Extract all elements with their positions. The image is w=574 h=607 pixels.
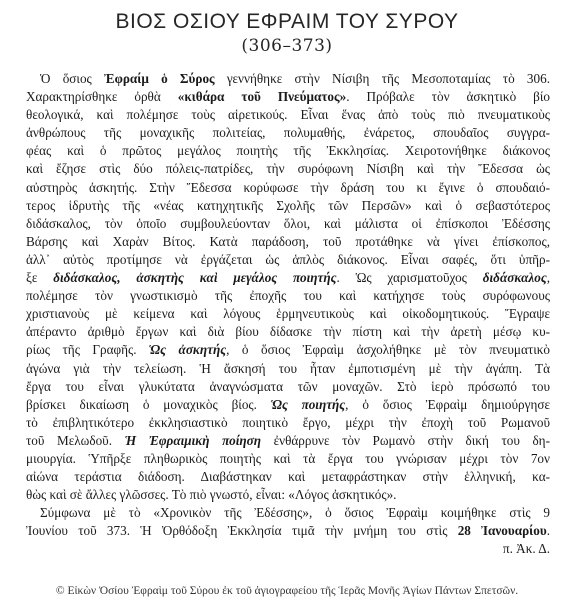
- text-run: π. Ἀκ. Δ.: [502, 541, 550, 557]
- text-line: [26, 287, 550, 305]
- text-run: , ὁ ὅσιος Ἐφραὶμ ἀσχολήθηκε μὲ τὸν πνευματικὸ: [226, 342, 550, 358]
- text-run: πολέμησε τὸν γνωστικισμὸ τῆς ἐποχῆς του καὶ κατήχησε τοὺς συρόφωνους: [26, 288, 550, 304]
- text-run: μιουργία. Ὑπῆρξε πληθωρικὸς ποιητὴς καὶ τὰ ἔργα του γνώρισαν μέχρι τὸν 7ον: [26, 450, 550, 466]
- emphasis-bold-italic: Ὡς ἀσκητής: [149, 342, 227, 358]
- text-line: [26, 486, 550, 504]
- text-run: , ὁ ὅσιος Ἐφραὶμ δημιούργησε: [345, 396, 550, 412]
- text-run: Ἰουνίου τοῦ 373. Ἡ Ὀρθόδοξη Ἐκκλησία τιμᾶ τὴν μνήμη του στὶς: [26, 523, 458, 539]
- text-line: [26, 88, 550, 106]
- text-run: ἔργα του εἶναι γλυκύτατα ἀναγνώσματα τῶν μοναχῶν. Στὸ ἱερὸ πρόσωπό του: [26, 378, 550, 394]
- text-line: [26, 341, 550, 359]
- text-run: ἀπέραντο ἀριθμὸ ἔργων καὶ διὰ βίου δίδασκε τὴν πίστη καὶ τὴν ἀρετὴ μέσῳ κυ-: [26, 324, 550, 340]
- text-line: [26, 504, 550, 522]
- text-line: [26, 468, 550, 486]
- text-line: [26, 142, 550, 160]
- emphasis-bold-italic: Ἡ Ἐφραιμικὴ ποίηση: [124, 432, 261, 448]
- text-run: Σύμφωνα μὲ τὸ «Χρονικὸν τῆς Ἐδέσσης», ὁ ὅσιος Ἐφραὶμ κοιμήθηκε στὶς 9: [40, 505, 550, 521]
- text-run: αἰώνα τεράστια διάδοση. Διαβάστηκαν καὶ μεταφράστηκαν στὴν ἑλληνική, κα-: [26, 469, 550, 485]
- emphasis-bold-italic: διδάσκαλος, ἀσκητὴς καὶ μεγάλος ποιητής: [53, 270, 337, 286]
- text-line: [26, 396, 550, 414]
- document-subtitle: (306–373): [241, 36, 333, 56]
- text-line: [26, 233, 550, 251]
- text-run: διδάσκαλος, τὸν ὁποῖο συμβουλεύονταν ὅλοι, καὶ μάλιστα οἱ ἐπίσκοποι Ἐδέσσης: [26, 215, 550, 231]
- text-run: αὐστηρὸς ἀσκητής. Στὴν Ἔδεσσα κορύφωσε τὴν δράση του κι ἔγινε ὁ σπουδαιό-: [26, 179, 550, 195]
- author-signature: [26, 540, 550, 558]
- text-run: . Πρόβαλε τὸν ἀσκητικὸ βίο: [346, 89, 550, 105]
- text-line: [26, 160, 550, 178]
- text-line: [26, 70, 550, 88]
- text-run: ἀλλ᾽ αὐτὸς προτίμησε νὰ ἐργάζεται ὡς ἁπλὸς διάκονος. Εἶναι σαφές, ὅτι ὑπῆρ-: [26, 251, 550, 267]
- text-run: θὼς καὶ σὲ ἄλλες γλῶσσες. Τὸ πιὸ γνωστό, εἶναι: «Λόγος ἀσκητικός».: [26, 487, 397, 503]
- text-line: [26, 251, 550, 269]
- emphasis-bold-italic: διδάσκαλος: [482, 270, 547, 286]
- text-run: τερος ἱδρυτὴς τῆς «νέας κατηχητικῆς Σχολῆς τῶν Περσῶν» καὶ ὁ σεβαστότερος: [26, 197, 550, 213]
- text-run: ἐνθάρρυνε τὸν Ρωμανὸ στὴν δική του δη-: [260, 432, 550, 448]
- emphasis-bold: 28 Ἰανουαρίου: [457, 523, 547, 539]
- text-run: θεολογικά, καὶ πολέμησε τοὺς αἱρετικούς. Εἶναι ἕνας ἀπὸ τοὺς πιὸ πνευματικοὺς: [26, 107, 550, 123]
- text-line: [26, 197, 550, 215]
- text-line: [26, 450, 550, 468]
- text-run: . Ὡς χαρισματοῦχος: [336, 270, 483, 286]
- text-run: Χαρακτηρίσθηκε ὀρθὰ: [26, 89, 178, 105]
- text-line: [26, 522, 550, 540]
- body-text: [26, 70, 550, 559]
- image-credit-footer: © Εἰκὼν Ὁσίου Ἐφραὶμ τοῦ Σύρου ἐκ τοῦ ἁγιογραφείου τῆς Ἱερᾶς Μονῆς Ἁγίων Πάντων Σπετσῶν.: [55, 585, 519, 597]
- text-line: [26, 414, 550, 432]
- text-line: [26, 124, 550, 142]
- emphasis-bold-italic: Ὡς ποιητής: [270, 396, 346, 412]
- text-run: .: [546, 523, 550, 539]
- text-line: [26, 305, 550, 323]
- text-run: βρίσκει δικαίωση ὁ μοναχικὸς βίος.: [26, 396, 271, 412]
- text-run: ρίως τῆς Γραφῆς.: [26, 342, 150, 358]
- text-run: γεννήθηκε στὴν Νίσιβη τῆς Μεσοποταμίας τὸ 306.: [214, 71, 550, 86]
- emphasis-bold: Ἐφραίμ ὁ Σύρος: [104, 71, 215, 86]
- document-title: ΒΙΟΣ ΟΣΙΟΥ ΕΦΡΑΙΜ ΤΟΥ ΣΥΡΟΥ: [115, 10, 459, 33]
- text-line: [26, 378, 550, 396]
- text-run: ξε: [26, 270, 54, 286]
- text-run: Βάρσης καὶ Χαρὰν Βίτος. Κατὰ παράδοση, τοῦ προτάθηκε νὰ γίνει ἐπίσκοπος,: [26, 233, 550, 249]
- text-line: [26, 215, 550, 233]
- emphasis-bold: «κιθάρα τοῦ Πνεύματος»: [177, 89, 347, 105]
- text-run: Ὁ ὅσιος: [40, 71, 105, 86]
- text-run: ἀνθρώπους τῆς μοναχικῆς πολιτείας, πολυμαθής, ἐνάρετος, σπουδαῖος συγγρα-: [26, 125, 550, 141]
- text-run: καὶ ἔζησε στὶς δύο πόλεις-πατρίδες, τὴν συρόφωνη Νίσιβη καὶ τὴν Ἔδεσσα ὡς: [26, 161, 550, 177]
- text-line: [26, 269, 550, 287]
- text-line: [26, 360, 550, 378]
- text-line: [26, 323, 550, 341]
- text-run: χριστιανοὺς μὲ κείμενα καὶ λόγους ἑρμηνευτικοὺς καὶ οἰκοδομητικούς. Ἔγραψε: [26, 306, 550, 322]
- text-line: [26, 432, 550, 450]
- text-run: ἀγώνα γιὰ τὴν τελείωση. Ἡ ἄσκησή του ἦταν ἐμποτισμένη μὲ τὴν ἀγάπη. Τὰ: [26, 360, 550, 376]
- text-run: τὸ ἐπιβλητικότερο ἐκκλησιαστικὸ ποιητικὸ ἔργο, μέχρι τὴν ἐποχὴ τοῦ Ρωμανοῦ: [26, 414, 550, 430]
- text-line: [26, 179, 550, 197]
- text-run: ,: [546, 270, 550, 286]
- text-run: φέας καὶ ὁ πρῶτος μεγάλος ποιητὴς τῆς Ἐκκλησίας. Χειροτονήθηκε διάκονος: [26, 143, 550, 159]
- text-line: [26, 106, 550, 124]
- text-run: τοῦ Μελωδοῦ.: [26, 432, 125, 448]
